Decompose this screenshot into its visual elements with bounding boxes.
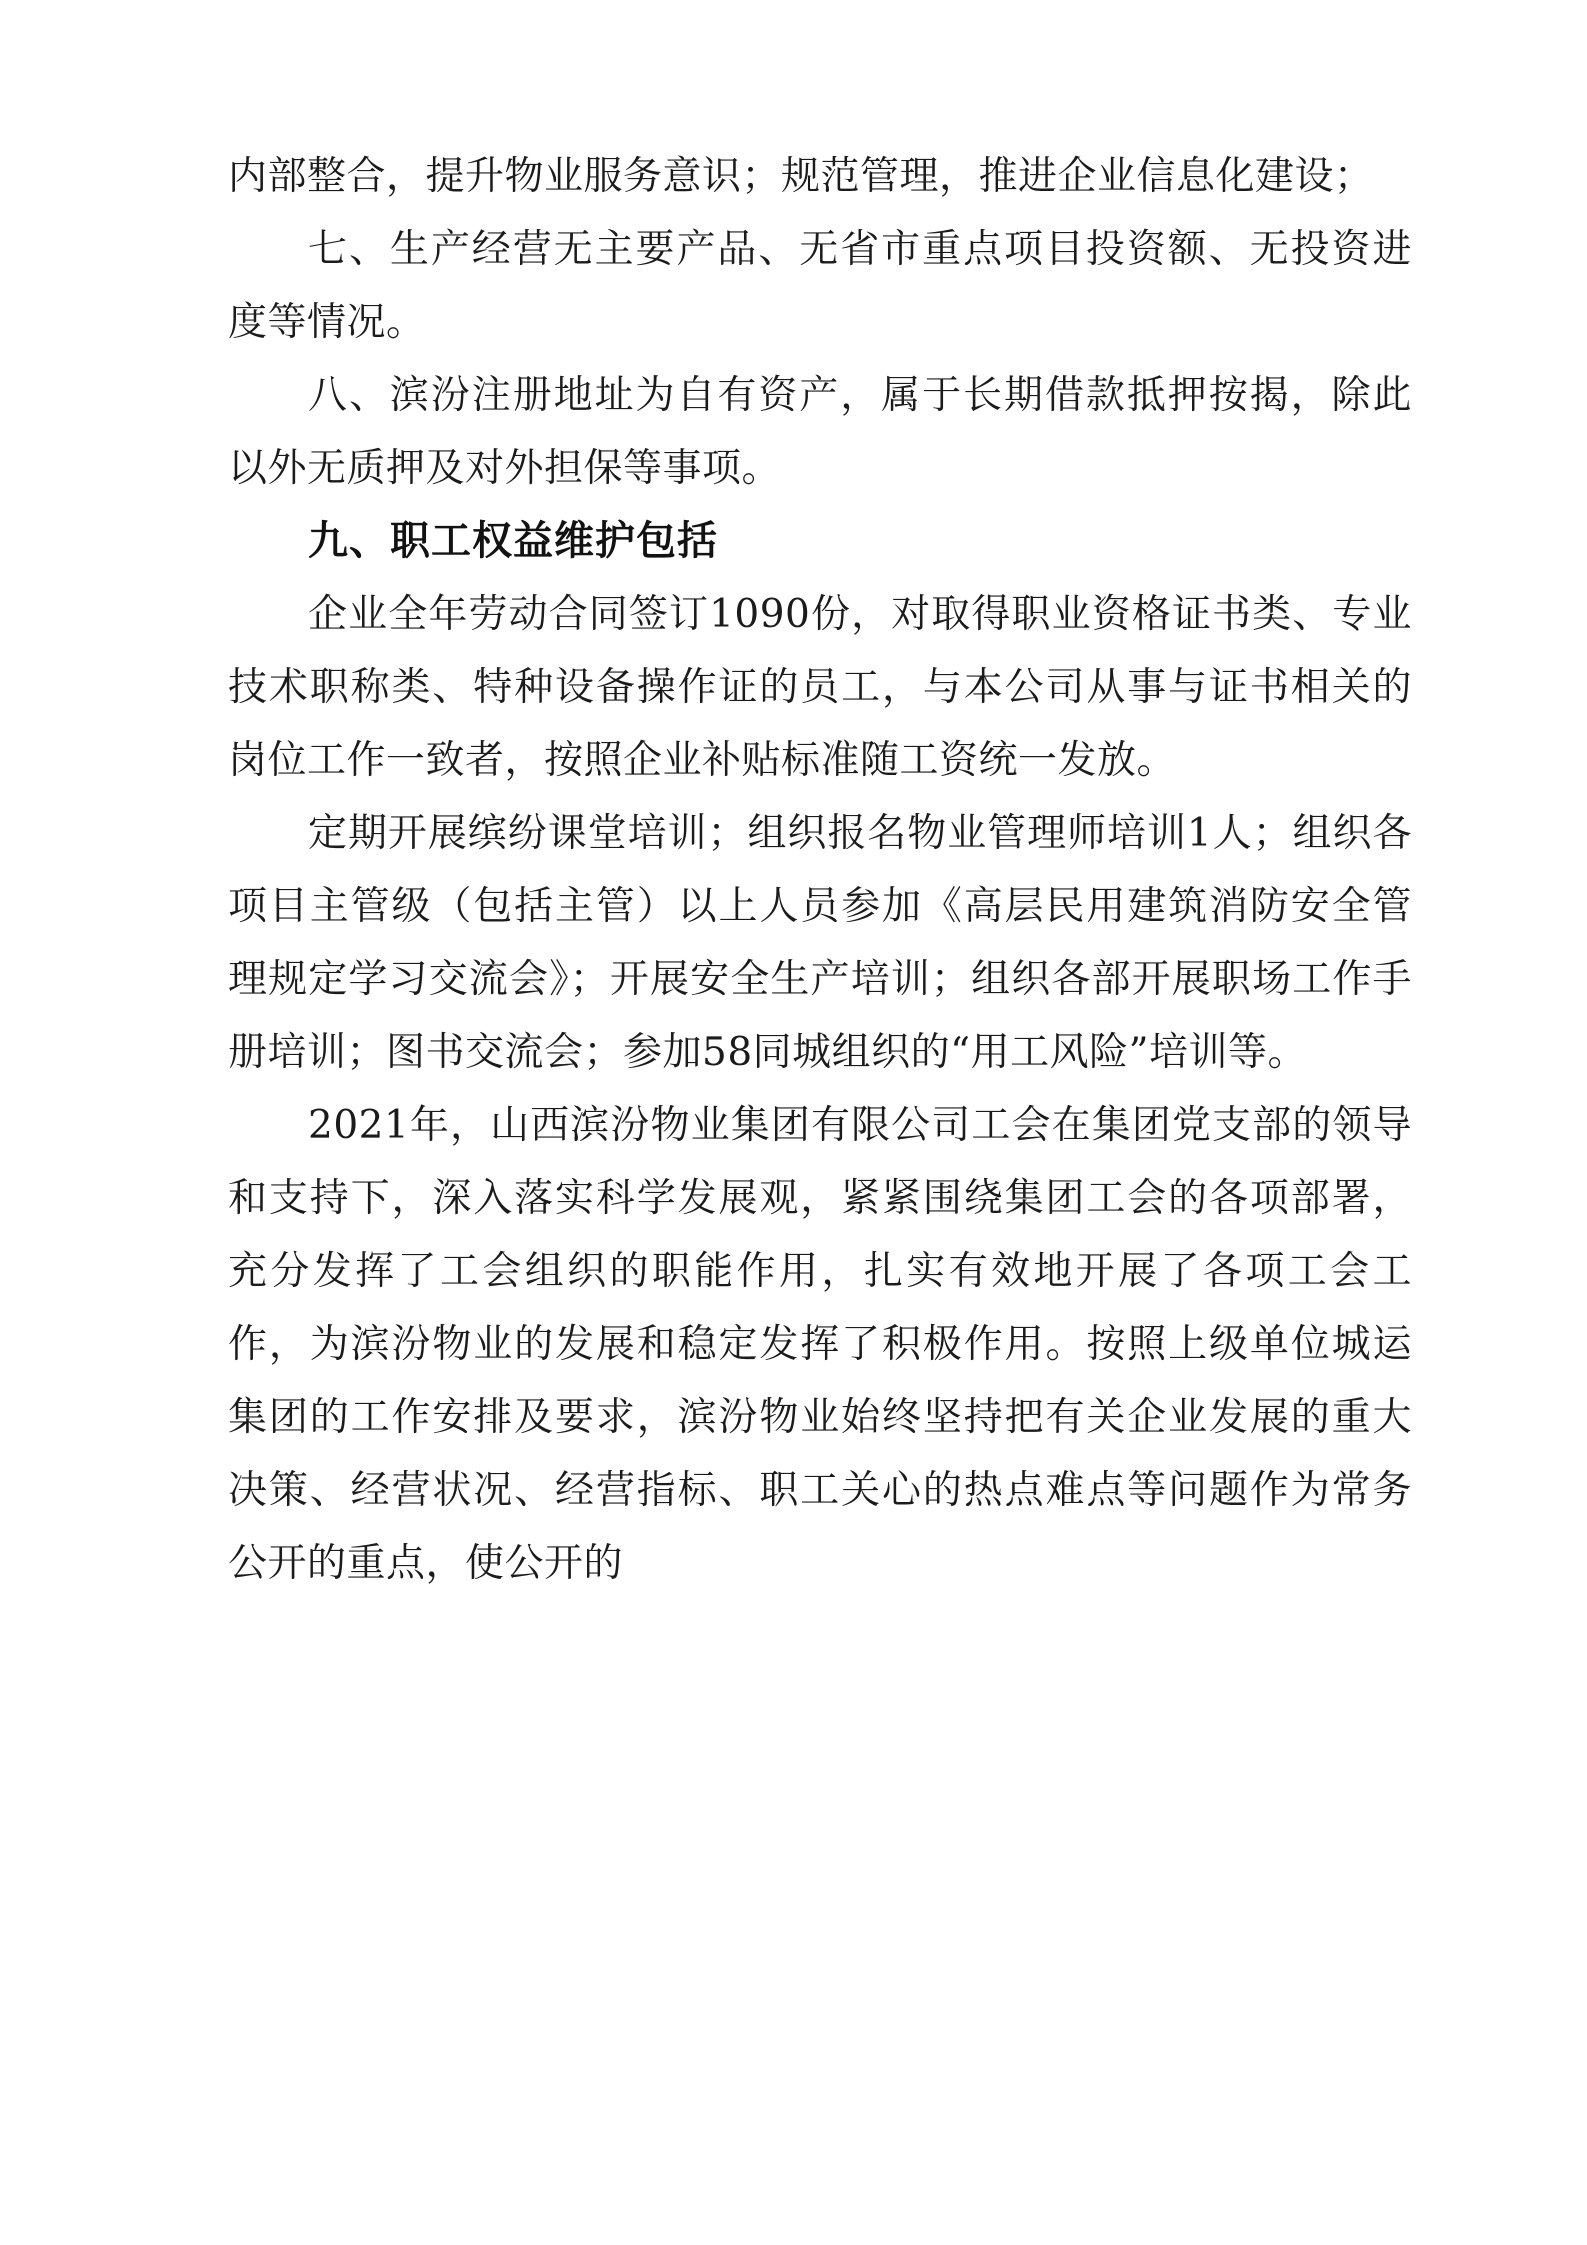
paragraph-union-2021: 2021年，山西滨汾物业集团有限公司工会在集团党支部的领导和支持下，深入落实科学发展观，紧紧围绕集团工会的各项部署，充分发挥了工会组织的职能作用，扎实有效地开展了各项工会工作，为滨汾物业的发展和稳定发挥了积极作用。按照上级单位城运集团的工作安排及要求，滨汾物业始终坚持把有关企业发展的重大决策、经营状况、经营指标、职工关心的热点难点等问题作为常务公开的重点，使公开的 bbox=[228, 1103, 1412, 1586]
paragraph-item-seven: 七、生产经营无主要产品、无省市重点项目投资额、无投资进度等情况。 bbox=[228, 227, 1412, 345]
paragraph-training: 定期开展缤纷课堂培训；组织报名物业管理师培训1人；组织各项目主管级（包括主管）以上人员参加《高层民用建筑消防安全管理规定学习交流会》；开展安全生产培训；组织各部开展职场工作手册培训；图书交流会；参加58同城组织的“用工风险”培训等。 bbox=[228, 811, 1412, 1075]
section-heading-item-nine: 九、职工权益维护包括 bbox=[308, 518, 718, 564]
paragraph-continued-top: 内部整合，提升物业服务意识；规范管理，推进企业信息化建设； bbox=[228, 154, 1374, 199]
paragraph-item-eight: 八、滨汾注册地址为自有资产，属于长期借款抵押按揭，除此以外无质押及对外担保等事项。 bbox=[228, 373, 1412, 491]
paragraph-labor-contract: 企业全年劳动合同签订1090份，对取得职业资格证书类、专业技术职称类、特种设备操作证的员工，与本公司从事与证书相关的岗位工作一致者，按照企业补贴标准随工资统一发放。 bbox=[228, 592, 1412, 783]
document-body bbox=[228, 140, 1412, 1600]
